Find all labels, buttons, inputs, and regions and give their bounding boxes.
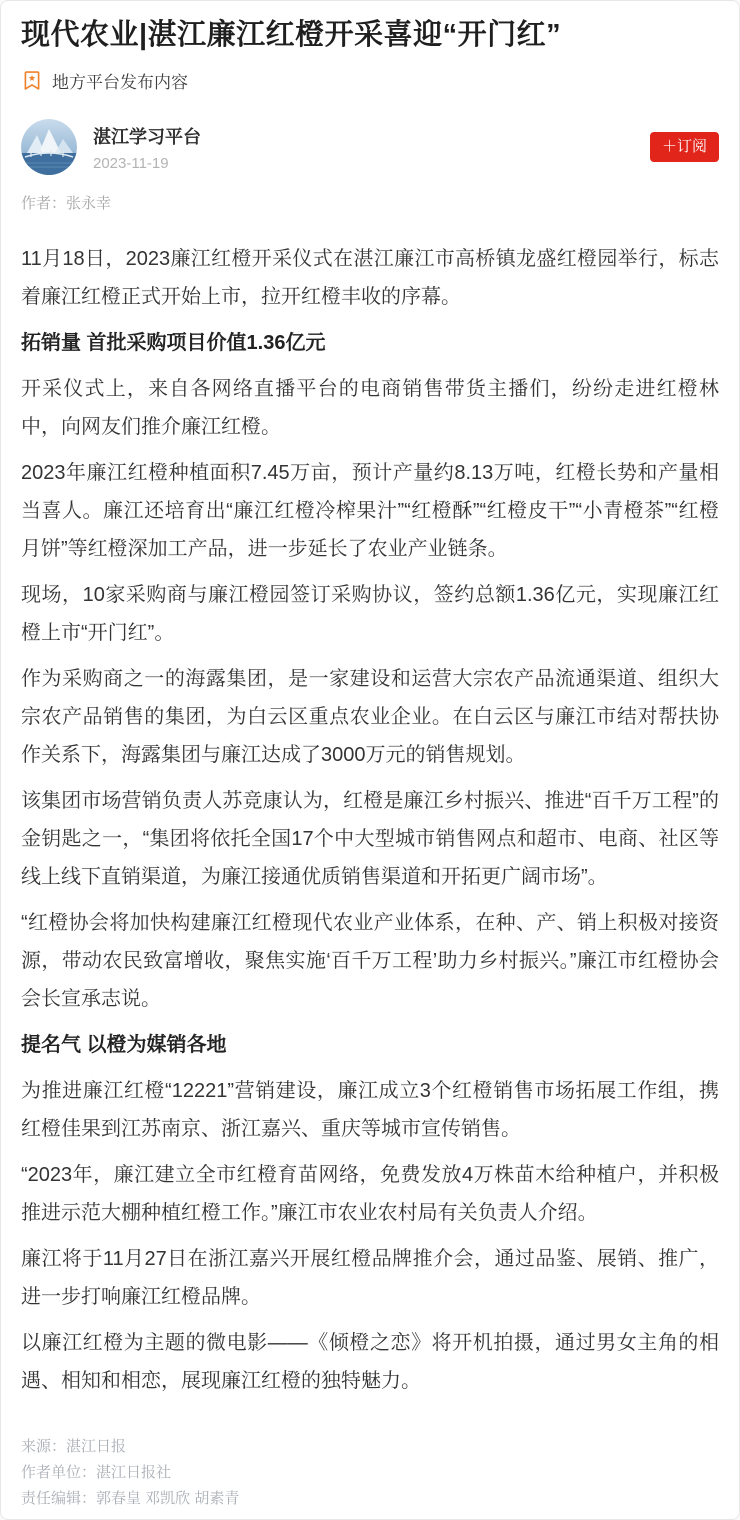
paragraph: 廉江将于11月27日在浙江嘉兴开展红橙品牌推介会，通过品鉴、展销、推广，进一步打响廉江红橙品牌。 [21, 1248, 719, 1308]
publisher-info [93, 123, 201, 172]
paragraph: 作为采购商之一的海露集团，是一家建设和运营大宗农产品流通渠道、组织大宗农产品销售的集团，为白云区重点农业企业。在白云区与廉江市结对帮扶协作关系下，海露集团与廉江达成了3000万元的销售规划。 [21, 668, 719, 766]
paragraph: 11月18日，2023廉江红橙开采仪式在湛江廉江市高桥镇龙盛红橙园举行，标志着廉江红橙正式开始上市，拉开红橙丰收的序幕。 [21, 248, 719, 308]
section-heading: 提名气 以橙为媒销各地 [21, 1034, 227, 1056]
publisher-row [21, 119, 719, 175]
publish-date: 2023-11-19 [93, 154, 169, 172]
article-body [21, 240, 719, 1400]
page-title: 现代农业|湛江廉江红橙开采喜迎“开门红” [21, 19, 562, 51]
paragraph: 以廉江红橙为主题的微电影——《倾橙之恋》将开机拍摄，通过男女主角的相遇、相知和相恋，展现廉江红橙的独特魅力。 [21, 1332, 719, 1392]
paragraph: 2023年廉江红橙种植面积7.45万亩，预计产量约8.13万吨，红橙长势和产量相当喜人。廉江还培育出“廉江红橙冷榨果汁”“红橙酥”“红橙皮干”“小青橙茶”“红橙月饼”等红橙深加工产品，进一步延长了农业产业链条。 [21, 462, 719, 560]
publisher-name[interactable]: 湛江学习平台 [93, 126, 201, 147]
paragraph: 现场，10家采购商与廉江橙园签订采购协议，签约总额1.36亿元，实现廉江红橙上市“开门红”。 [21, 584, 719, 644]
ribbon-star-icon [21, 69, 43, 92]
subscribe-button[interactable]: ＋订阅 [650, 132, 719, 162]
platform-badge [21, 68, 719, 92]
paragraph: 开采仪式上，来自各网络直播平台的电商销售带货主播们，纷纷走进红橙林中，向网友们推介廉江红橙。 [21, 378, 719, 438]
author-unit-line: 作者单位：湛江日报社 [21, 1464, 172, 1481]
editors-line: 责任编辑：郭春皇 邓凯欣 胡素青 [21, 1490, 240, 1507]
paragraph: “红橙协会将加快构建廉江红橙现代农业产业体系，在种、产、销上积极对接资源，带动农民致富增收，聚焦实施‘百千万工程’助力乡村振兴。”廉江市红橙协会会长宣承志说。 [21, 912, 719, 1010]
article-footer [21, 1434, 719, 1512]
platform-badge-label: 地方平台发布内容 [52, 72, 188, 92]
author-line: 作者：张永幸 [21, 195, 112, 212]
paragraph: 为推进廉江红橙“12221”营销建设，廉江成立3个红橙销售市场拓展工作组，携红橙佳果到江苏南京、浙江嘉兴、重庆等城市宣传销售。 [21, 1080, 719, 1140]
source-line: 来源：湛江日报 [21, 1438, 127, 1455]
avatar[interactable] [21, 119, 77, 175]
paragraph: “2023年，廉江建立全市红橙育苗网络，免费发放4万株苗木给种植户，并积极推进示范大棚种植红橙工作。”廉江市农业农村局有关负责人介绍。 [21, 1164, 719, 1224]
paragraph: 该集团市场营销负责人苏竞康认为，红橙是廉江乡村振兴、推进“百千万工程”的金钥匙之一，“集团将依托全国17个中大型城市销售网点和超市、电商、社区等线上线下直销渠道，为廉江接通优质销售渠道和开拓更广阔市场”。 [21, 790, 719, 888]
section-heading: 拓销量 首批采购项目价值1.36亿元 [21, 332, 326, 354]
